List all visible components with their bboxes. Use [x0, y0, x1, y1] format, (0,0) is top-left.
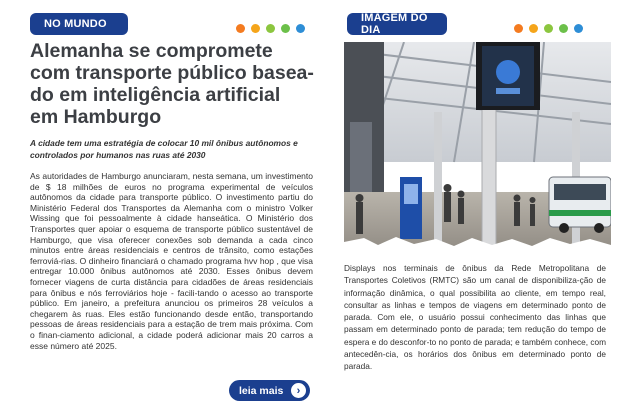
section-tag-imagem-do-dia	[347, 13, 447, 35]
bus-terminal-illustration	[344, 42, 611, 254]
dot-green	[281, 24, 290, 33]
dot-blue	[296, 24, 305, 33]
bus-terminal-photo	[344, 42, 611, 254]
read-more-button[interactable]	[229, 380, 310, 401]
read-more-label: leia mais	[239, 384, 284, 397]
headline-line: em Hamburgo	[30, 106, 162, 128]
headline-line: com transporte público basea-	[30, 62, 314, 84]
dot-green	[559, 24, 568, 33]
color-dots	[236, 24, 305, 33]
article-body: As autoridades de Hamburgo anunciaram, nesta semana, um investimento de $ 18 milhões de euros no programa experimental de veículos autônomos da cidade para transporte público. O investimento partiu do Ministério Federal dos Transportes da Alemanha com o ministro Volker Wissing que foi pessoalmente à cidade hanseática. O Ministério dos Transportes quer apoiar o esquema de transporte público sustentável de Hamburgo, que visa oferecer conexões sob demanda a cada cinco minutos entre áreas residenciais e centros de trânsito, como estações ferroviá-rias. O dinheiro financiará o chamado programa hvv hop , que visa entregar 10.000 ônibus autônomos até 2030. Esses ônibus devem fornecer viagens de curta distância para cidadões de áreas residenciais para ônibus e nós ferroviários hoje - facili-tando o acesso ao transporte público. Em janeiro, a prefeitura anunciou os primeiros 28 veículos a chegarem às ruas. Eles estão funcionando desde então, transportando pessoas de áreas residenciais para a estação de trem mais próxima. Com o finan-ciamento adicional, a cidade poderá adicionar mais 20 carros a esse número até 2025.	[30, 171, 313, 351]
section-tag-no-mundo	[30, 13, 128, 35]
dot-amber	[529, 24, 538, 33]
dot-amber	[251, 24, 260, 33]
article-subtitle: A cidade tem uma estratégia de colocar 10 mil ônibus autônomos e controlados por humanos nas ruas até 2030	[30, 138, 298, 160]
dot-blue	[574, 24, 583, 33]
article-headline	[30, 40, 320, 128]
dot-orange	[514, 24, 523, 33]
chevron-right-icon: ›	[291, 383, 306, 398]
image-caption: Displays nos terminais de ônibus da Rede Metropolitana de Transportes Coletivos (RMTC) são um canal de disponibiliza-ção de informação dinâmica, o qual possibilita ao cliente, em tempo real, consultar as linhas e tempos de viagens em determinado ponto de parada. Com ele, o usuário possui conhecimento das linhas que passam em determinado ponto de parada; tem redução do tempo de espera e do desconfor-to no ponto de parada; e também conhece, com antecedên-cia, os horários dos ônibus em determinado ponto de parada.	[344, 263, 606, 372]
section-tag-label: NO MUNDO	[44, 18, 107, 30]
color-dots	[514, 24, 583, 33]
dot-lime	[266, 24, 275, 33]
headline-line: Alemanha se compromete	[30, 40, 273, 62]
section-tag-label: IMAGEM DO DIA	[361, 12, 428, 36]
dot-lime	[544, 24, 553, 33]
dot-orange	[236, 24, 245, 33]
headline-line: do em inteligência artificial	[30, 84, 281, 106]
